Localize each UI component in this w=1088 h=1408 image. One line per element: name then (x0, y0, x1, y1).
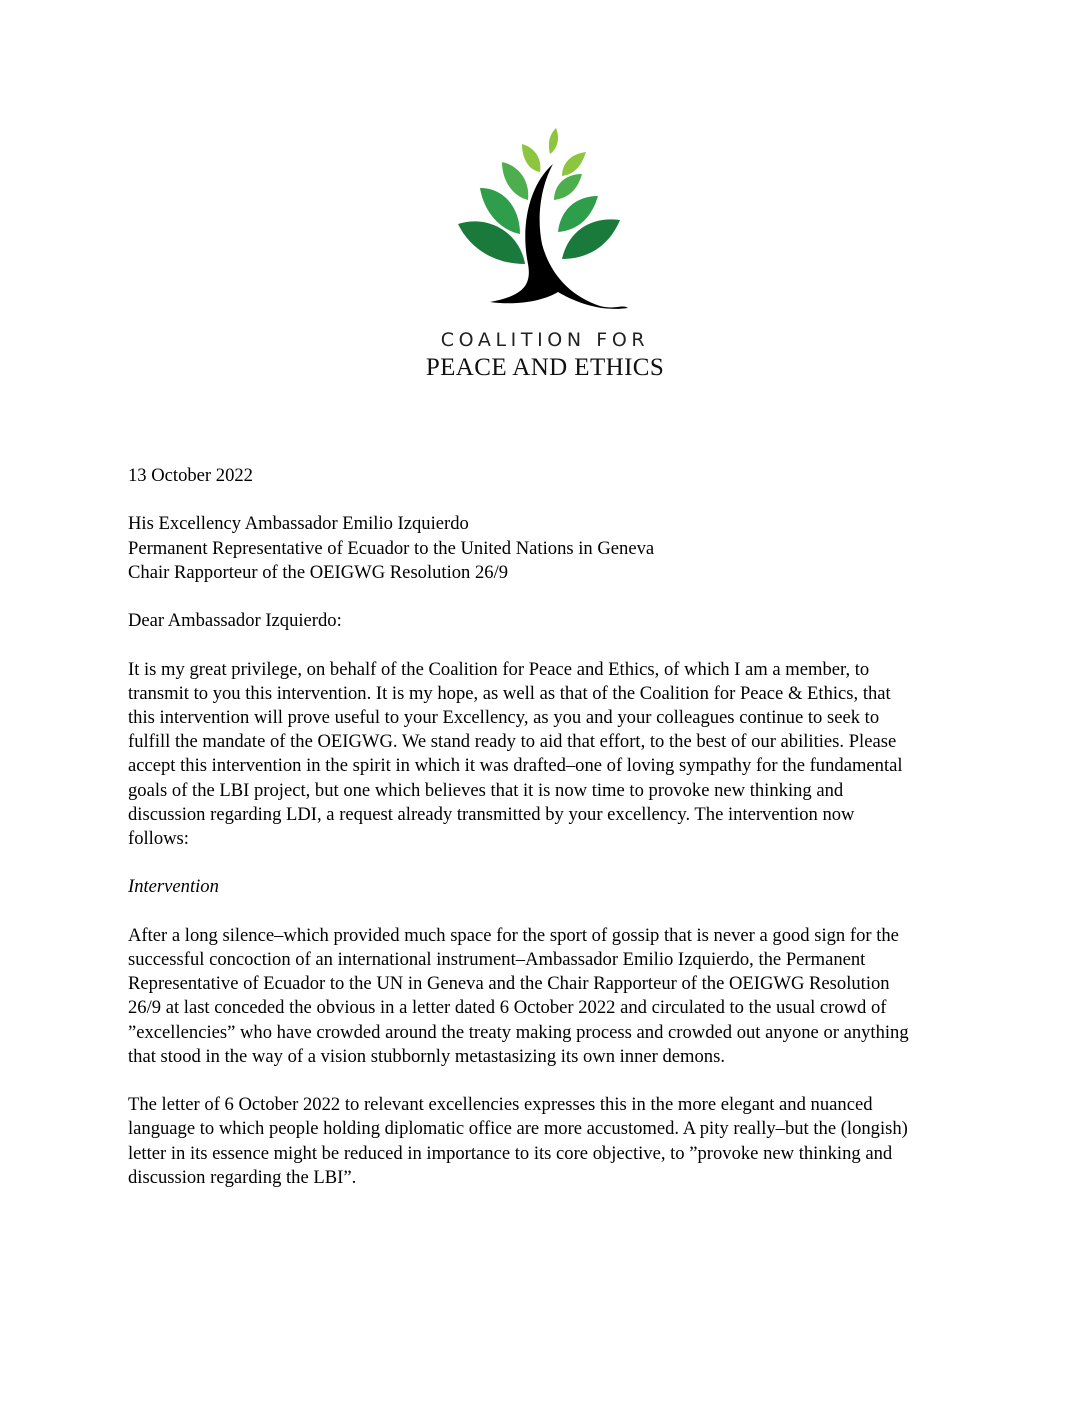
organization-logo (400, 124, 690, 394)
text-line: After a long silence–which provided much space for the sport of gossip that is never a good sign for the (128, 924, 899, 946)
text-line: language to which people holding diplomatic office are more accustomed. A pity really–but the (longish) (128, 1118, 908, 1140)
text-line: follows: (128, 828, 189, 849)
text-line: The letter of 6 October 2022 to relevant excellencies expresses this in the more elegant and nuanced (128, 1094, 873, 1116)
text-line: successful concoction of an international instrument–Ambassador Emilio Izquierdo, the Permanent (128, 948, 866, 970)
letter-date: 13 October 2022 (128, 465, 253, 486)
text-line: accept this intervention in the spirit in which it was drafted–one of loving sympathy for the fundamental (128, 755, 903, 777)
letter-body (128, 464, 968, 1214)
text-line: this intervention will prove useful to your Excellency, as you and your colleagues continue to seek to (128, 706, 880, 728)
text-line: Representative of Ecuador to the UN in Geneva and the Chair Rapporteur of the OEIGWG Resolution (128, 973, 890, 995)
tree-icon (450, 124, 640, 324)
section-heading: Intervention (128, 876, 219, 898)
intervention-paragraph-1 (128, 924, 968, 1069)
salutation: Dear Ambassador Izquierdo: (128, 610, 342, 632)
recipient-line: Permanent Representative of Ecuador to the United Nations in Geneva (128, 537, 655, 559)
recipient-line: His Excellency Ambassador Emilio Izquierdo (128, 513, 469, 535)
logo-text-line2: PEACE AND ETHICS (425, 354, 665, 381)
text-line: letter in its essence might be reduced in importance to its core objective, to ”provoke new thinking and (128, 1142, 893, 1164)
recipient-line: Chair Rapporteur of the OEIGWG Resolution 26/9 (128, 561, 509, 583)
text-line: transmit to you this intervention. It is my hope, as well as that of the Coalition for Peace & Ethics, that (128, 682, 891, 704)
text-line: It is my great privilege, on behalf of the Coalition for Peace and Ethics, of which I am a member, to (128, 658, 870, 680)
recipient-block (128, 512, 968, 585)
text-line: 26/9 at last conceded the obvious in a letter dated 6 October 2022 and circulated to the usual crowd of (128, 997, 887, 1019)
text-line: ”excellencies” who have crowded around the treaty making process and crowded out anyone or anything (128, 1021, 909, 1043)
text-line: goals of the LBI project, but one which believes that it is now time to provoke new thinking and (128, 779, 844, 801)
intro-paragraph (128, 658, 968, 852)
text-line: discussion regarding the LBI”. (128, 1166, 357, 1188)
logo-text-line1: COALITION FOR (440, 329, 650, 351)
text-line: fulfill the mandate of the OEIGWG. We stand ready to aid that effort, to the best of our abilities. Please (128, 731, 897, 753)
text-line: discussion regarding LDI, a request already transmitted by your excellency. The intervention now (128, 803, 855, 825)
intervention-paragraph-2 (128, 1093, 968, 1190)
text-line: that stood in the way of a vision stubbornly metastasizing its own inner demons. (128, 1045, 725, 1067)
